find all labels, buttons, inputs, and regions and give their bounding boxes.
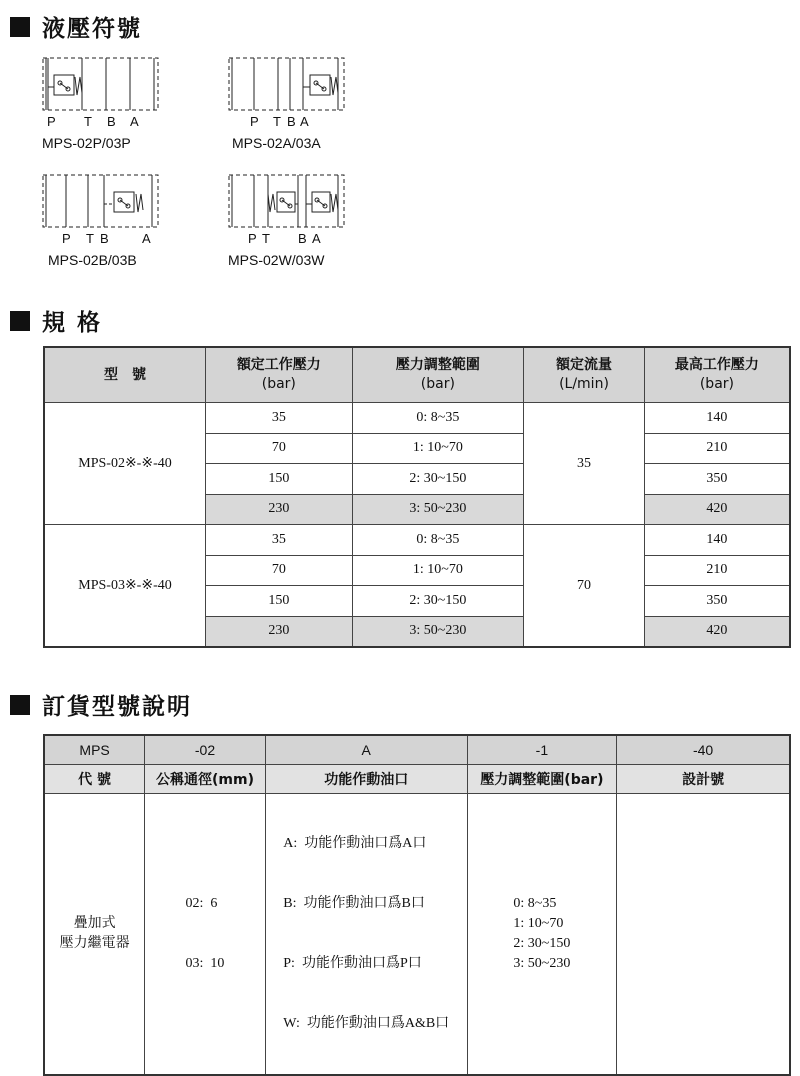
code-cell: -40 xyxy=(617,735,790,765)
port-label: A xyxy=(142,231,151,246)
list-item: W: 功能作動油口爲A&B口 xyxy=(283,1016,450,1031)
label-cell: 公稱通徑(mm) xyxy=(145,765,266,794)
symbol-mps-02b xyxy=(42,174,172,274)
max-cell: 210 xyxy=(644,433,790,464)
code-cell: MPS xyxy=(44,735,145,765)
symbol-name: MPS-02P/03P xyxy=(42,135,131,151)
list-item: B: 功能作動油口爲B口 xyxy=(283,896,425,911)
list-item: 3: 50~230 xyxy=(513,956,571,971)
symbol-mps-02w xyxy=(228,174,368,274)
code-cell: A xyxy=(265,735,467,765)
label-cell: 設計號 xyxy=(617,765,790,794)
detail-row xyxy=(44,794,790,1076)
function-cell xyxy=(265,794,467,1076)
rated-cell: 150 xyxy=(206,586,353,617)
range-cell: 1: 10~70 xyxy=(352,555,524,586)
valve-symbol-a-icon xyxy=(228,57,348,115)
valve-symbol-w-icon xyxy=(228,174,348,232)
port-label: P xyxy=(248,231,257,246)
rated-cell: 70 xyxy=(206,433,353,464)
label-row xyxy=(44,765,790,794)
max-cell: 140 xyxy=(644,403,790,434)
list-item: 03: 10 xyxy=(185,956,225,971)
table-row xyxy=(44,403,790,434)
port-label: B xyxy=(298,231,307,246)
port-label: A xyxy=(130,114,139,129)
square-bullet-icon xyxy=(10,311,30,331)
design-cell xyxy=(617,794,790,1076)
header-cell: 額定工作壓力 (bar) xyxy=(206,347,353,403)
list-item: 壓力繼電器 xyxy=(59,936,130,951)
port-label: P xyxy=(47,114,56,129)
header-cell: 壓力調整範圍 (bar) xyxy=(352,347,524,403)
range-cell: 0: 8~35 xyxy=(352,403,524,434)
port-label: T xyxy=(262,231,270,246)
port-label: T xyxy=(273,114,281,129)
rated-cell: 230 xyxy=(206,616,353,647)
valve-symbol-p-icon xyxy=(42,57,162,115)
rated-cell: 35 xyxy=(206,403,353,434)
max-cell: 210 xyxy=(644,555,790,586)
section-title-symbols xyxy=(10,10,142,43)
rated-cell: 35 xyxy=(206,525,353,556)
type-cell xyxy=(44,794,145,1076)
list-item: P: 功能作動油口爲P口 xyxy=(283,956,422,971)
rated-cell: 150 xyxy=(206,464,353,495)
square-bullet-icon xyxy=(10,17,30,37)
valve-symbol-b-icon xyxy=(42,174,162,232)
port-label: B xyxy=(107,114,116,129)
list-item: 1: 10~70 xyxy=(513,916,564,931)
list-item: 2: 30~150 xyxy=(513,936,571,951)
range-cell: 3: 50~230 xyxy=(352,616,524,647)
list-item: A: 功能作動油口爲A口 xyxy=(283,836,427,851)
range-cell: 1: 10~70 xyxy=(352,433,524,464)
max-cell: 140 xyxy=(644,525,790,556)
spec-table xyxy=(43,346,791,648)
order-code-table xyxy=(43,734,791,1076)
max-cell: 420 xyxy=(644,494,790,525)
port-label: T xyxy=(84,114,92,129)
symbol-name: MPS-02B/03B xyxy=(48,252,137,268)
rated-cell: 70 xyxy=(206,555,353,586)
size-cell xyxy=(145,794,266,1076)
header-cell: 最高工作壓力 (bar) xyxy=(644,347,790,403)
list-item: 02: 6 xyxy=(185,896,218,911)
model-cell: MPS-03※-※-40 xyxy=(44,525,206,648)
range-cell: 2: 30~150 xyxy=(352,464,524,495)
range-cell xyxy=(467,794,617,1076)
section-heading: 訂貨型號說明 xyxy=(42,694,192,720)
table-row xyxy=(44,525,790,556)
max-cell: 420 xyxy=(644,616,790,647)
range-cell: 3: 50~230 xyxy=(352,494,524,525)
list-item: 0: 8~35 xyxy=(513,896,557,911)
label-cell: 功能作動油口 xyxy=(265,765,467,794)
model-cell: MPS-02※-※-40 xyxy=(44,403,206,525)
symbol-name: MPS-02A/03A xyxy=(232,135,321,151)
square-bullet-icon xyxy=(10,695,30,715)
port-label: B xyxy=(100,231,109,246)
section-heading: 規 格 xyxy=(42,310,103,336)
header-cell: 額定流量 (L/min) xyxy=(524,347,645,403)
range-cell: 0: 8~35 xyxy=(352,525,524,556)
port-label: P xyxy=(250,114,259,129)
code-row xyxy=(44,735,790,765)
list-item: 疊加式 xyxy=(73,916,116,931)
flow-cell: 70 xyxy=(524,525,645,648)
flow-cell: 35 xyxy=(524,403,645,525)
header-cell: 型 號 xyxy=(44,347,206,403)
range-cell: 2: 30~150 xyxy=(352,586,524,617)
section-heading: 液壓符號 xyxy=(42,16,142,42)
port-label: T xyxy=(86,231,94,246)
code-cell: -1 xyxy=(467,735,617,765)
symbol-mps-02a xyxy=(228,57,368,157)
section-title-spec xyxy=(10,304,102,337)
port-label: P xyxy=(62,231,71,246)
port-label: A xyxy=(300,114,309,129)
label-cell: 壓力調整範圍(bar) xyxy=(467,765,617,794)
port-label: B xyxy=(287,114,296,129)
label-cell: 代 號 xyxy=(44,765,145,794)
rated-cell: 230 xyxy=(206,494,353,525)
code-cell: -02 xyxy=(145,735,266,765)
max-cell: 350 xyxy=(644,586,790,617)
symbol-name: MPS-02W/03W xyxy=(228,252,325,268)
port-label: A xyxy=(312,231,321,246)
symbol-mps-02p xyxy=(42,57,172,157)
max-cell: 350 xyxy=(644,464,790,495)
section-title-order xyxy=(10,688,192,721)
spec-header-row xyxy=(44,347,790,403)
